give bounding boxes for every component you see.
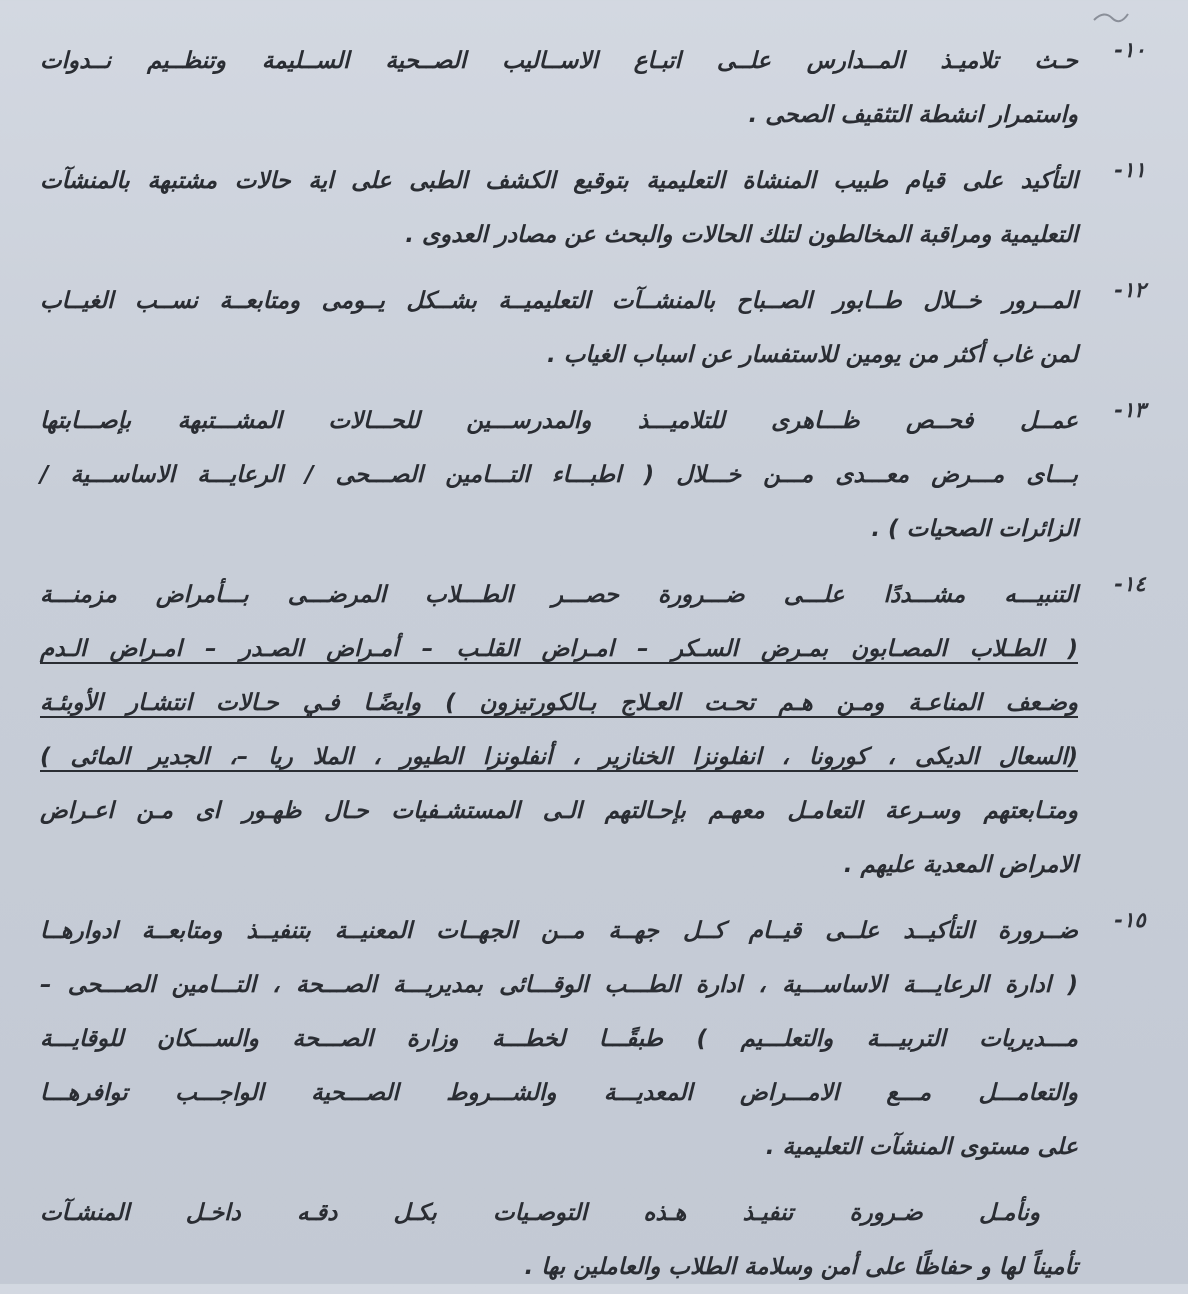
item-line: التعليمية ومراقبة المخالطون لتلك الحالات والبحث عن مصادر العدوى . <box>405 222 1078 248</box>
closing-paragraph <box>40 1186 1078 1294</box>
item-line: لمن غاب أكثر من يومين للاستفسار عن اسباب الغياب . <box>547 342 1078 368</box>
item-line: واستمرار انشطة التثقيف الصحى . <box>748 102 1078 128</box>
item-line: الامراض المعدية عليهم . <box>843 852 1078 878</box>
item-line: ( ادارة الرعايـــة الاساســـية ، ادارة الطـــب الوقـــائى بمديريـــة الصـــحة ، التـــامين الصـــحى – <box>40 972 1078 998</box>
item-number: ١١- <box>1114 158 1146 182</box>
item-number: ١٤- <box>1114 572 1146 596</box>
item-number: ١٠- <box>1114 38 1146 62</box>
item-line: التنبيـــه مشـــددًا علـــى ضـــرورة حصـــر الطـــلاب المرضـــى بـــأمراض مزمنـــة <box>40 582 1078 608</box>
item-line: الزائرات الصحيات ) . <box>871 516 1078 542</box>
closing-line: تأميناً لها و حفاظًا على أمن وسلامة الطلاب والعاملين بها . <box>524 1254 1078 1280</box>
item-line-underlined: ( الطـلاب المصـابون بمـرض السـكر – امـراض القلـب – أمـراض الصـدر – امـراض الـدم <box>40 636 1078 662</box>
item-line: والتعامـــل مـــع الامـــراض المعديـــة والشـــروط الصـــحية الواجـــب توافرهـــا <box>40 1080 1078 1106</box>
list-item <box>40 34 1146 142</box>
item-line: مـــديريات التربيـــة والتعلـــيم ) طبقًـــا لخطـــة وزارة الصـــحة والســـكان للوقايـــة <box>40 1026 1078 1052</box>
list-item <box>40 154 1146 262</box>
item-line: التأكيد على قيام طبيب المنشاة التعليمية بتوقيع الكشف الطبى على اية حالات مشتبهة بالمنشآت <box>40 168 1078 194</box>
item-line: حـث تلاميـذ المــدارس علــى اتبـاع الاســاليب الصــحية الســليمة وتنظــيم نــدوات <box>40 48 1078 74</box>
item-line: عمــل فحــص ظـــاهرى للتلاميـــذ والمدرســـين للحـــالات المشـــتبهة بإصـــابتها <box>40 408 1078 434</box>
list-item <box>40 274 1146 382</box>
item-line: ومتـابعتهم وسـرعة التعامـل معهـم بإحـالتهم الـى المستشـفيات حـال ظهـور اى مـن اعـراض <box>40 798 1078 824</box>
item-line: على مستوى المنشآت التعليمية . <box>765 1134 1078 1160</box>
item-line: ضــرورة التأكيــد علــى قيــام كــل جهــة مــن الجهــات المعنيــة بتنفيــذ ومتابعــة ادوارهــا <box>40 918 1078 944</box>
item-number: ١٥- <box>1114 908 1146 932</box>
item-line-underlined: (السعال الديكى ، كورونا ، انفلونزا الخنازير ، أنفلونزا الطيور ، الملا ريا –، الجدير المائى ) <box>40 744 1078 770</box>
item-line-underlined: وضـعف المناعـة ومـن هـم تحـت العـلاج بـالكورتيزون ) وايضًـا فـي حـالات انتشـار الأوبئـة <box>40 690 1078 716</box>
closing-line: ونأمـل ضـرورة تنفيـذ هـذه التوصـيات بكـل دقـه داخـل المنشـآت <box>40 1200 1040 1226</box>
list-item <box>40 394 1146 556</box>
list-item <box>40 568 1146 892</box>
item-number: ١٣- <box>1114 398 1146 422</box>
item-line: بـــاى مـــرض معـــدى مـــن خـــلال ( اطبـــاء التـــامين الصـــحى / الرعايـــة الاساســـية / <box>40 462 1078 488</box>
item-number: ١٢- <box>1114 278 1146 302</box>
item-line: المــرور خــلال طــابور الصــباح بالمنشــآت التعليميــة بشــكل يــومى ومتابعــة نســب الغيــاب <box>40 288 1078 314</box>
list-item <box>40 904 1146 1174</box>
pen-mark-icon <box>1090 6 1130 26</box>
